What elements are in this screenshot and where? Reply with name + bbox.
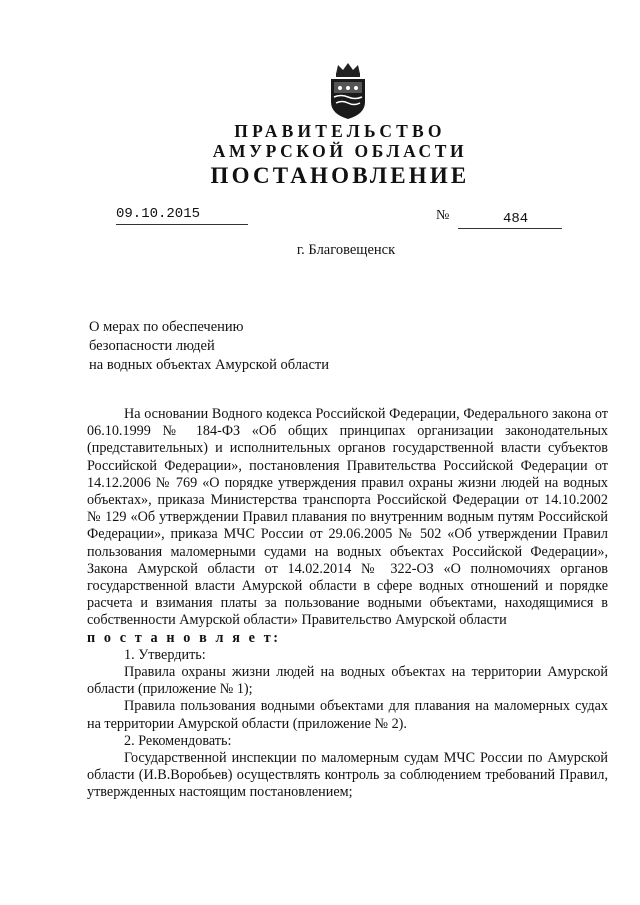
subject-line: О мерах по обеспечению [89,319,244,335]
document-body [87,406,608,802]
number-underline [458,228,562,229]
document-type-title: ПОСТАНОВЛЕНИЕ [210,163,470,188]
item-1-b: Правила пользования водными объектами для плавания на маломерных судах на территории Амурской области (приложение № 2). [87,698,608,732]
item-2-heading: 2. Рекомендовать: [124,732,232,749]
subject-line: на водных объектах Амурской области [89,357,330,373]
number-sign: № [436,208,450,223]
document-number: 484 [503,211,529,227]
preamble-paragraph: На основании Водного кодекса Российской Федерации, Федерального закона от 06.10.1999 № 184-ФЗ «Об общих принципах организации законодательных (представительных) и исполнительных органов государственной власти субъектов Российской Федерации», постановления Правительства Российской Федерации от 14.12.2006 № 769 «О порядке утверждения правил охраны жизни людей на водных объектах», приказа Министерства транспорта Российской Федерации от 14.10.2002 № 129 «Об утверждении Правил плавания по внутренним водным путям Российской Федерации», приказа МЧС России от 29.06.2005 № 502 «Об утверждении Правил пользования маломерными судами на водных объектах Российской Федерации», Закона Амурской области от 14.02.2014 № 322-ОЗ «О полномочиях органов государственной власти Амурской области в сфере водных отношений и порядке расчета и взимания платы за пользование водными объектами, находящимися в собственности Амурской области» Правительство Амурской области [87,406,608,629]
government-title: ПРАВИТЕЛЬСТВО [234,121,446,141]
item-2-a: Государственной инспекции по маломерным судам МЧС России по Амурской области (И.В.Воробьев) осуществлять контроль за соблюдением требований Правил, утвержденных настоящим постановлением; [87,750,608,801]
date-underline [116,224,248,225]
resolves-word: п о с т а н о в л я е т: [87,629,281,646]
document-date: 09.10.2015 [116,206,201,222]
document-subject [89,318,329,375]
region-title: АМУРСКОЙ ОБЛАСТИ [212,141,468,161]
item-1-heading: 1. Утвердить: [124,646,206,663]
subject-line: безопасности людей [89,338,215,354]
city: г. Благовещенск [296,242,396,258]
coat-of-arms-icon [327,62,369,120]
item-1-a: Правила охраны жизни людей на водных объектах на территории Амурской области (приложение № 1); [87,664,608,698]
